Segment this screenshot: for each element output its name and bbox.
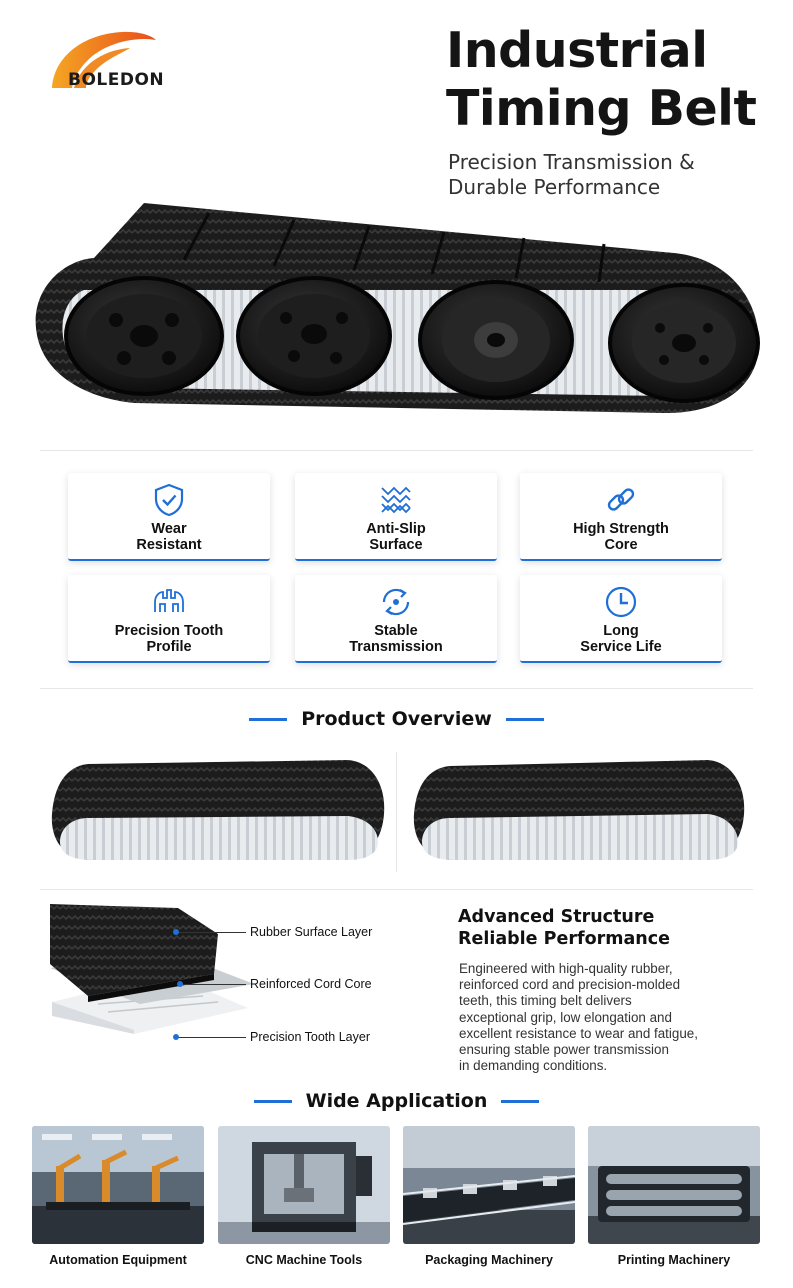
belt-layer-cross-section-image bbox=[48, 904, 258, 1034]
product-overview-heading bbox=[0, 708, 793, 730]
feature-card-anti-slip bbox=[295, 473, 497, 561]
heading-accent-line bbox=[249, 718, 287, 721]
section-divider bbox=[40, 688, 753, 689]
page-title: Industrial Timing Belt bbox=[446, 22, 757, 137]
clock-icon bbox=[603, 584, 639, 620]
heading-accent-line bbox=[506, 718, 544, 721]
brand-logo bbox=[44, 26, 204, 96]
feature-card-service-life bbox=[520, 575, 722, 663]
cnc-machine-photo bbox=[218, 1126, 390, 1244]
robot-arm-photo bbox=[32, 1126, 204, 1244]
feature-card-wear-resistant bbox=[68, 473, 270, 561]
feature-card-tooth-profile bbox=[68, 575, 270, 663]
section-divider bbox=[40, 450, 753, 451]
feature-label: Stable Transmission bbox=[349, 623, 443, 655]
heading-text: Wide Application bbox=[305, 1090, 488, 1112]
layer-label-rubber: Rubber Surface Layer bbox=[250, 925, 373, 939]
heading-text: Product Overview bbox=[301, 708, 492, 730]
grip-pattern-icon bbox=[378, 482, 414, 518]
application-label: Printing Machinery bbox=[617, 1253, 731, 1267]
feature-label: Long Service Life bbox=[580, 623, 662, 655]
overview-divider bbox=[396, 752, 397, 872]
overview-belt-image-right bbox=[410, 756, 750, 864]
logo-wordmark: BOLEDON bbox=[68, 70, 165, 90]
tooth-profile-icon bbox=[151, 584, 187, 620]
application-label: Automation Equipment bbox=[49, 1253, 187, 1267]
feature-card-high-strength bbox=[520, 473, 722, 561]
heading-accent-line bbox=[254, 1100, 292, 1103]
layer-label-tooth: Precision Tooth Layer bbox=[250, 1030, 370, 1044]
callout-line bbox=[176, 932, 246, 933]
callout-dot bbox=[173, 1034, 179, 1040]
chain-link-icon bbox=[603, 482, 639, 518]
shield-check-icon bbox=[151, 482, 187, 518]
rotation-cycle-icon bbox=[378, 584, 414, 620]
packaging-line-photo bbox=[403, 1126, 575, 1244]
feature-card-stable-transmission bbox=[295, 575, 497, 663]
structure-description: Engineered with high-quality rubber, reinforced cord and precision-molded teeth, this timing belt delivers exceptional grip, low elongation and excellent resistance to wear and fatigue, ensuring stable power transmission in demanding conditions. bbox=[459, 961, 698, 1074]
feature-label: Precision Tooth Profile bbox=[114, 623, 224, 655]
section-divider bbox=[40, 889, 753, 890]
wide-application-heading bbox=[0, 1090, 793, 1112]
layer-label-cord: Reinforced Cord Core bbox=[250, 977, 372, 991]
callout-dot bbox=[173, 929, 179, 935]
callout-dot bbox=[177, 981, 183, 987]
feature-label: High Strength Core bbox=[573, 521, 669, 553]
heading-accent-line bbox=[501, 1100, 539, 1103]
printing-press-photo bbox=[588, 1126, 760, 1244]
structure-title: Advanced Structure Reliable Performance bbox=[458, 907, 670, 949]
callout-line bbox=[176, 1037, 246, 1038]
overview-belt-image-left bbox=[48, 756, 388, 864]
feature-label: Anti-Slip Surface bbox=[366, 521, 426, 553]
application-label: CNC Machine Tools bbox=[245, 1253, 363, 1267]
feature-grid bbox=[68, 473, 722, 663]
application-label: Packaging Machinery bbox=[425, 1253, 553, 1267]
page-subtitle: Precision Transmission & Durable Performance bbox=[448, 150, 695, 199]
feature-label: Wear Resistant bbox=[136, 521, 202, 553]
callout-line bbox=[180, 984, 246, 985]
hero-timing-belt-image bbox=[24, 198, 769, 428]
